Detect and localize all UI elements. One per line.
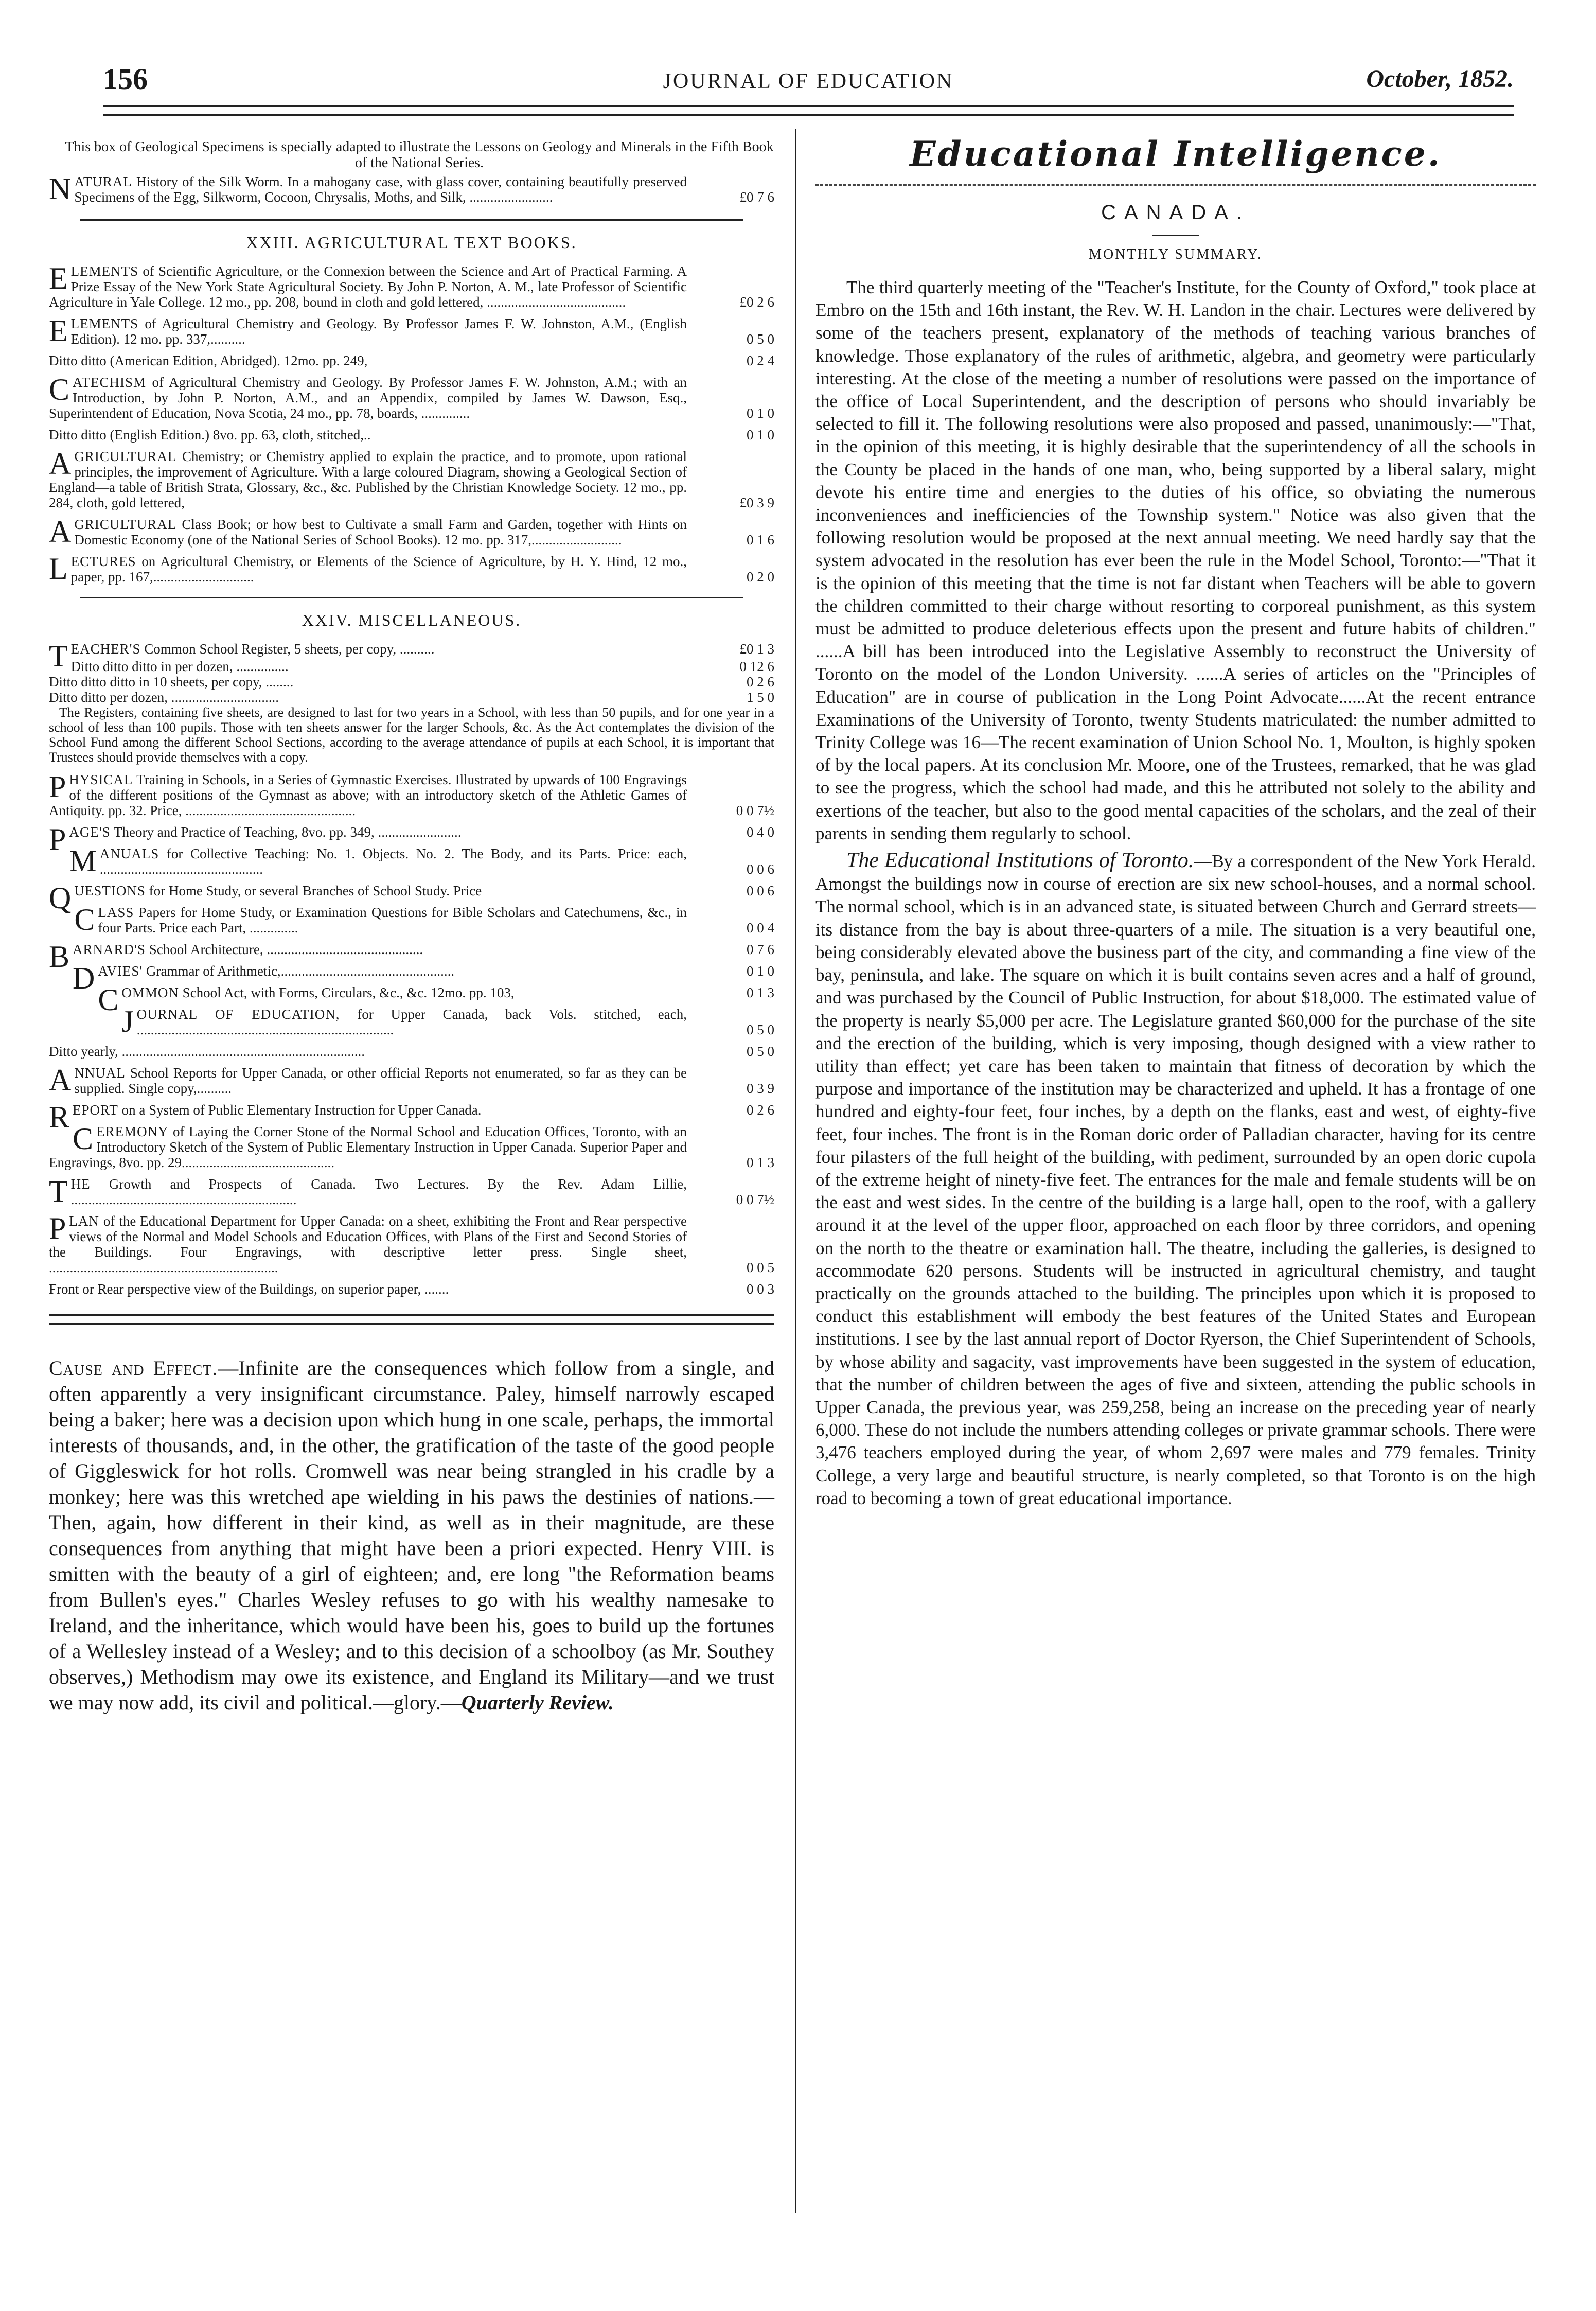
misc-list	[49, 772, 774, 1297]
entry-price: 0 3 9	[747, 1081, 774, 1096]
drop-cap: C	[49, 373, 70, 407]
catalogue-entry	[49, 174, 774, 205]
anecdote-lead: Cause and Effect.	[49, 1356, 218, 1380]
entry-lead: LEMENTS	[70, 316, 139, 331]
section-rule	[80, 219, 743, 221]
entry-lead: AVIES'	[98, 963, 143, 979]
catalogue-entry	[49, 1004, 774, 1038]
entry-price: 0 1 0	[747, 427, 774, 443]
catalogue-entry	[49, 554, 774, 585]
left-column	[49, 139, 774, 1716]
ditto-list	[49, 659, 774, 705]
drop-cap: C	[98, 983, 119, 1017]
entry-lead: ECTURES	[70, 554, 136, 569]
entry-price: 0 2 6	[747, 1102, 774, 1118]
entry-price: 0 1 0	[747, 405, 774, 421]
entry-lead: OMMON	[121, 985, 179, 1000]
entry-price: 0 0 7½	[736, 803, 774, 818]
drop-cap: P	[49, 770, 66, 804]
entry-price: 0 5 0	[747, 1044, 774, 1059]
catalogue-entry	[49, 375, 774, 421]
entry-lead: GRICULTURAL	[74, 449, 177, 464]
entry-text: Ditto ditto ditto in per dozen, ...............	[70, 659, 289, 674]
entry-text: of Agricultural Chemistry and Geology. By Professor James F. W. Johnston, A.M., (English Edition). 12 mo. pp. 337,..........	[70, 316, 687, 347]
entry-price: 0 5 0	[747, 1022, 774, 1037]
entry-text: Ditto ditto ditto in 10 sheets, per copy, ........	[49, 674, 294, 690]
catalogue-entry	[49, 772, 774, 818]
entry-text: on a System of Public Elementary Instruction for Upper Canada.	[121, 1102, 482, 1118]
entry-price: 0 4 0	[747, 824, 774, 840]
drop-cap: Q	[49, 881, 72, 915]
ditto-line	[49, 659, 774, 674]
entry-text: Class Book; or how best to Cultivate a small Farm and Garden, together with Hints on Domestic Economy (one of the National Series of School Books). 12 mo. pp. 317,..........................	[74, 517, 687, 548]
entry-price: £0 3 9	[739, 495, 774, 510]
entry-text: Ditto yearly, ......................................................................	[49, 1044, 365, 1059]
section-heading-xxiv: XXIV. MISCELLANEOUS.	[302, 611, 522, 629]
catalogue-entry	[49, 263, 774, 310]
catalogue-entry	[49, 1124, 774, 1170]
entry-lead: ATURAL	[74, 174, 132, 189]
anecdote	[49, 1355, 774, 1716]
monthly-summary-text: The third quarterly meeting of the "Teacher's Institute, for the County of Oxford," took place at Embro on the 15th and 16th instant, the Rev. W. H. Landon in the chair. Lectures were delivered by some of the teachers present, explanatory of the methods of teaching various branches of knowledge. Those explanatory of the rules of arithmetic, algebra, and geometry were particularly interesting. At the close of the meeting a number of resolutions were passed on the importance of the office of Local Superintendent, and the description of persons who should invariably be selected to fill it. The following resolutions were also proposed and passed, unanimously:—"That, in the opinion of this meeting, it is highly desirable that the superintendency of all the schools in the County be placed in the hands of one man, who, being supported by a liberal salary, might devote his entire time and energies to the duties of his office, so obviating the numerous inconveniences and inefficiencies of the Township system." Notice was also given that the following resolution would be proposed at the next annual meeting. We need hardly say that the system advocated in the resolution has ever been the rule in the Model School, Toronto:—"That it is the opinion of this meeting that the time is not far distant when Teachers will be able to govern the children committed to their charge without resorting to corporeal punishment, as this system must be admitted to produce deleterious effects upon the present and future habits of children." ......A bill has been introduced into the Legislative Assembly to reconstruct the University of Toronto on the model of the London University. ......A series of articles on the "Principles of Education" are in course of publication in the Long Point Advocate......At the recent entrance Examinations of the University of Toronto, twenty Students matriculated: the number admitted to Trinity College was 16—The recent examination of Union School No. 1, Moulton, is highly spoken of by the local papers. At its conclusion Mr. Moore, one of the Trustees, remarked, that he was glad to see the progress, which the school had made, and this he attributed not solely to the ability and exertions of the teacher, but also to the good mental capacities of the scholars, and the zeal of their parents in sending them regularly to school.	[815, 277, 1536, 843]
entry-text: of Scientific Agriculture, or the Connexion between the Science and Art of Practical Farming. A Prize Essay of the New York State Agricultural Society. By John P. Norton, A. M., late Professor of Scientific Agriculture in Yale College. 12 mo., pp. 208, bound in cloth and gold lettered, ........................................	[49, 263, 687, 310]
entry-lead: LASS	[98, 905, 134, 920]
catalogue-entry	[49, 1044, 774, 1059]
entry-price: 0 1 0	[747, 963, 774, 979]
right-column	[815, 134, 1536, 1510]
drop-cap: A	[49, 447, 72, 481]
entry-text: for Collective Teaching: No. 1. Objects. No. 2. The Body, and its Parts. Price: each, ...............................................	[99, 846, 687, 877]
entry-price: 1 5 0	[747, 690, 774, 705]
entry-lead: LAN	[69, 1213, 99, 1229]
catalogue-entry	[49, 905, 774, 936]
article-text: —By a correspondent of the New York Herald. Amongst the buildings now in course of erection are six new school-houses, and a normal school. The normal school, which is in an advanced state, is situated between Church and Gerrard streets—its distance from the bay is about three-quarters of a mile. The situation is a very beautiful one, being considerably elevated above the business part of the city, and commanding a fine view of the bay, peninsula, and lake. The square on which it is built contains seven acres and a half of ground, and was purchased by the Council of Public Instruction, for about $18,000. The estimated value of the property is nearly $5,000 per acre. The Legislature granted $60,000 for the purchase of the site and the erection of the building, which is very imposing, though designed with a view rather to utility than effect; yet care has been taken to maintain that fitness of decoration by which the purpose and importance of the institution may be characterized and upheld. It has a frontage of one hundred and eighty-four feet, four inches, by a depth on the flanks, east and west, of eighty-five feet, four inches. The front is in the Roman doric order of Palladian character, having for its centre four pilasters of the full height of the building, with pediment, surrounded by an open doric cupola of the extreme height of ninety-five feet. The entrances for the male and female students will be on the east and west sides. In the centre of the building is a large hall, open to the roof, with a gallery around it at the level of the upper floor, approached on each floor by three corridors, and opening on the north to the theatre or examination hall. The theatre, including the galleries, is designed to accommodate 620 persons. Students will be instructed in agricultural chemistry, and taught practically on the grounds attached to the building. The principles upon which it is proposed to conduct this establishment will embody the best features of the United States and European institutions. I see by the last annual report of Doctor Ryerson, the Chief Superintendent of Schools, by whose ability and sagacity, vast improvements have been suggested in the system of education, that the number of children between the ages of five and sixteen, attending the public schools in Upper Canada, the previous year, was 259,258, being an increase on the preceding year of nearly 6,000. These do not include the numbers attending colleges or private grammar schools. There were 3,476 teachers employed during the year, of whom 2,697 were males and 779 females. Trinity College, a very large and beautiful structure, is nearly completed, so that Toronto is on the high road to becoming a town of great educational importance.	[815, 851, 1536, 1508]
entry-lead: ANUALS	[99, 846, 159, 861]
drop-cap: N	[49, 172, 72, 206]
section-rule	[49, 1314, 774, 1325]
section-title: Educational Intelligence.	[910, 134, 1442, 174]
drop-cap: E	[49, 261, 68, 295]
entry-lead: UESTIONS	[74, 883, 146, 898]
entry-text: Grammar of Arithmetic,..................................................	[146, 963, 455, 979]
entry-price: 0 5 0	[747, 331, 774, 347]
wavy-rule	[815, 179, 1536, 186]
drop-cap: A	[49, 515, 72, 549]
entry-lead: ATECHISM	[73, 375, 147, 390]
entry-text: of Agricultural Chemistry and Geology. By Professor James F. W. Johnston, A.M.; with an Introduction, by John P. Norton, A.M., and an Appendix, compiled by James W. Dawson, Esq., Superintendent of Education, Nova Scotia, 24 mo., pp. 78, boards, ..............	[49, 375, 687, 421]
entry-price: 0 0 6	[747, 861, 774, 877]
page-header	[103, 57, 1514, 103]
entry-text: School Act, with Forms, Circulars, &c., &c. 12mo. pp. 103,	[182, 985, 515, 1000]
entry-text: for Home Study, or several Branches of School Study. Price	[149, 883, 482, 898]
drop-cap: C	[73, 1122, 94, 1156]
column-divider	[795, 129, 796, 2213]
entry-lead: HE	[70, 1176, 91, 1192]
entry-price: 0 12 6	[739, 659, 774, 674]
header-rule	[103, 105, 1514, 116]
entry-lead: EPORT	[73, 1102, 118, 1118]
drop-cap: J	[121, 1004, 134, 1038]
entry-price: £0 2 6	[739, 294, 774, 310]
drop-cap: T	[49, 1174, 68, 1208]
entry-price: 0 2 4	[747, 353, 774, 368]
drop-cap: C	[74, 903, 95, 937]
entry-lead: AGE'S	[69, 824, 111, 840]
entry-text: for Upper Canada, back Vols. stitched, each, ..........................................................................	[136, 1007, 687, 1037]
catalogue-entry	[49, 353, 774, 368]
page-number: 156	[103, 62, 148, 96]
entry-text: Training in Schools, in a Series of Gymnastic Exercises. Illustrated by upwards of 100 Engravings of the different positions of the Gymnast as above; with an introductory sketch of the Athletic Games of Antiquity. pp. 32. Price, .................................................	[49, 772, 687, 818]
entry-price: 0 2 0	[747, 569, 774, 585]
entry-lead: HYSICAL	[69, 772, 133, 787]
entry-lead: NNUAL	[74, 1065, 126, 1081]
entry-lead: LEMENTS	[70, 263, 139, 279]
subheading: MONTHLY SUMMARY.	[1089, 246, 1263, 262]
entry-price: £0 1 3	[739, 641, 774, 657]
entry-text: Ditto ditto (English Edition.) 8vo. pp. 63, cloth, stitched,..	[49, 427, 371, 443]
entry-text: Chemistry; or Chemistry applied to explain the practice, and to promote, upon rational principles, the improvement of Agriculture. With a large coloured Diagram, showing a Geological Section of England—a table of British Strata, Glossary, &c., &c. Published by the Christian Knowledge Society. 12 mo., pp. 284, cloth, gold lettered,	[49, 449, 687, 510]
drop-cap: L	[49, 552, 68, 586]
entry-price: 0 1 6	[747, 532, 774, 548]
entry-lead: GRICULTURAL	[74, 517, 177, 532]
issue-date: October, 1852.	[1366, 65, 1514, 93]
drop-cap: T	[49, 639, 68, 673]
entry-price: 0 1 3	[747, 1155, 774, 1170]
section-heading-xxiii: XXIII. AGRICULTURAL TEXT BOOKS.	[246, 233, 577, 252]
ditto-line	[49, 690, 774, 705]
agri-list	[49, 263, 774, 585]
catalogue-entry	[49, 1176, 774, 1207]
catalogue-entry	[49, 1281, 774, 1297]
catalogue-entry	[49, 427, 774, 443]
entry-text: Papers for Home Study, or Examination Questions for Bible Scholars and Catechumens, &c., in four Parts. Price each Part, ..............	[98, 905, 687, 936]
entry-price: 0 0 3	[747, 1281, 774, 1297]
catalogue-entry	[49, 1213, 774, 1275]
entry-text: of Laying the Corner Stone of the Normal School and Education Offices, Toronto, with an Introductory Sketch of the System of Public Elementary Instruction in Upper Canada. Superior Paper and Engravings, 8vo. pp. 29............................................	[49, 1124, 687, 1170]
entry-lead: EREMONY	[96, 1124, 169, 1139]
entry-price: 0 0 4	[747, 920, 774, 936]
entry-text: School Architecture, .............................................	[149, 942, 423, 957]
entry-price: 0 7 6	[747, 942, 774, 957]
entry-price: 0 2 6	[747, 674, 774, 690]
catalogue-entry	[49, 316, 774, 347]
entry-lead: OURNAL OF EDUCATION,	[136, 1007, 340, 1022]
entry-text: of the Educational Department for Upper Canada: on a sheet, exhibiting the Front and Rear perspective views of the Normal and Model Schools and Education Offices, with Plans of the First and Second Stories of the Buildings. Four Engravings, with descriptive letter press. Single sheet, ..................................................................	[49, 1213, 687, 1275]
short-rule	[1152, 235, 1199, 236]
toronto-article	[815, 849, 1536, 1510]
drop-cap: D	[73, 961, 95, 995]
catalogue-entry	[49, 517, 774, 548]
entry-price: 0 0 6	[747, 883, 774, 898]
anecdote-text: —Infinite are the consequences which follow from a single, and often apparently a very insignificant circumstance. Paley, himself narrowly escaped being a baker; here was a decision upon which hung in one scale, perhaps, the immortal interests of thousands, and, in the other, the gratification of the taste of the good people of Giggleswick for hot rolls. Cromwell was near being strangled in his cradle by a monkey; here was this wretched ape wielding in his paws the destinies of nations.—Then, again, how different in their kind, as well as in their magnitude, are these consequences from anything that might have been a priori expected. Henry VIII. is smitten with the beauty of a girl of eighteen; and, ere long "the Reformation beams from Bullen's eyes." Charles Wesley refuses to go with his wealthy namesake to Ireland, and the inheritance, which would have been his, goes to build up the fortunes of a Wellesley instead of a Wesley; and to this decision of a schoolboy (as Mr. Southey observes,) Methodism may owe its existence, and England its Military—and we trust we may now add, its civil and political.—glory.—	[49, 1356, 775, 1714]
entry-price: 0 0 5	[747, 1260, 774, 1275]
drop-cap: R	[49, 1100, 70, 1134]
entry-lead: EACHER'S	[70, 641, 141, 657]
drop-cap: P	[49, 822, 66, 856]
entry-text: Ditto ditto (American Edition, Abridged). 12mo. pp. 249,	[49, 353, 368, 368]
drop-cap: E	[49, 314, 68, 348]
geology-note: This box of Geological Specimens is specially adapted to illustrate the Lessons on Geology and Minerals in the Fifth Book of the National Series.	[65, 139, 774, 171]
entry-price: 0 1 3	[747, 985, 774, 1000]
entry-text: Growth and Prospects of Canada. Two Lectures. By the Rev. Adam Lillie, .................................................................	[70, 1176, 687, 1207]
entry-text: Theory and Practice of Teaching, 8vo. pp. 349, ........................	[114, 824, 462, 840]
entry-text: School Reports for Upper Canada, or other official Reports not enumerated, so far as they can be supplied. Single copy,..........	[74, 1065, 687, 1096]
entry-text: Front or Rear perspective view of the Buildings, on superior paper, .......	[49, 1281, 449, 1297]
entry-text: Common School Register, 5 sheets, per copy, ..........	[144, 641, 435, 657]
entry-text: Ditto ditto per dozen, ...............................	[49, 690, 279, 705]
catalogue-entry	[49, 846, 774, 877]
journal-title: JOURNAL OF EDUCATION	[663, 69, 954, 93]
entry-text: on Agricultural Chemistry, or Elements of the Science of Agriculture, by H. Y. Hind, 12 mo., paper, pp. 167,.............................	[70, 554, 687, 585]
drop-cap: B	[49, 940, 70, 974]
entry-price: 0 0 7½	[736, 1192, 774, 1207]
drop-cap: A	[49, 1063, 72, 1097]
ditto-line	[49, 674, 774, 690]
drop-cap: P	[49, 1211, 66, 1245]
anecdote-source: Quarterly Review.	[461, 1691, 614, 1714]
section-rule	[80, 597, 743, 598]
country-heading: CANADA.	[1101, 201, 1250, 224]
article-lead: The Educational Institutions of Toronto.	[846, 849, 1194, 873]
registers-note: The Registers, containing five sheets, are designed to last for two years in a School, with less than 50 pupils, and for one year in a school of less than 100 pupils. Those with ten sheets answer for the larger Schools, &c. As the Act contemplates the division of the School Fund among the different School Sections, according to the average attendance of pupils at each School, it is important that Trustees should provide themselves with a copy.	[49, 705, 774, 765]
catalogue-entry	[49, 1065, 774, 1096]
entry-text: History of the Silk Worm. In a mahogany case, with glass cover, containing beautifully preserved Specimens of the Egg, Silkworm, Cocoon, Chrysalis, Moths, and Silk, ........................	[74, 174, 687, 205]
catalogue-entry	[49, 449, 774, 510]
drop-cap: M	[69, 844, 97, 878]
entry-price: £0 7 6	[739, 189, 774, 205]
entry-lead: ARNARD'S	[73, 942, 146, 957]
